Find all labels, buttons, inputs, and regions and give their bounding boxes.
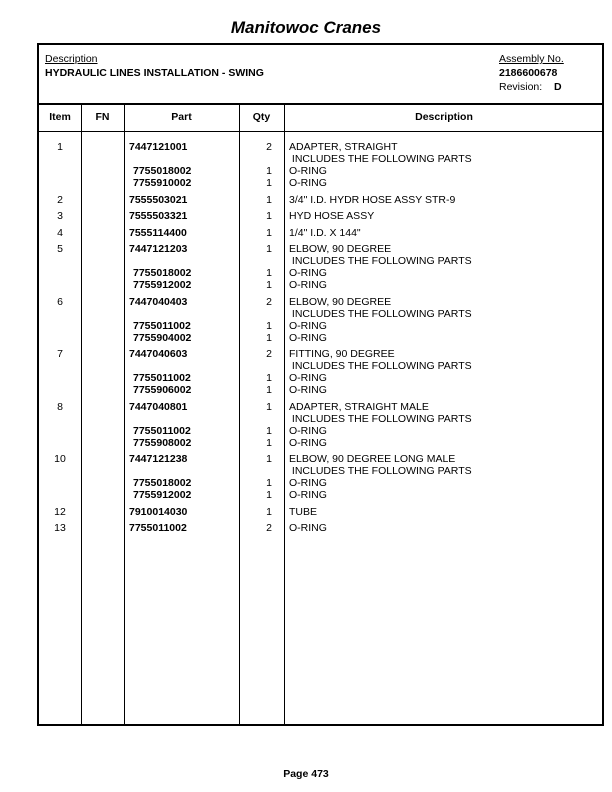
sub-part-description: O-RING bbox=[289, 279, 327, 291]
quantity: 2 bbox=[266, 348, 272, 360]
item-number: 5 bbox=[57, 243, 63, 255]
sub-quantity: 1 bbox=[266, 489, 272, 501]
includes-note: INCLUDES THE FOLLOWING PARTS bbox=[289, 465, 472, 477]
part-number: 7555114400 bbox=[129, 226, 187, 239]
parts-table-body bbox=[39, 141, 602, 539]
item-number: 4 bbox=[57, 226, 63, 239]
sub-part-line bbox=[39, 279, 602, 291]
item-number: 1 bbox=[57, 141, 63, 153]
part-number: 7447121203 bbox=[129, 243, 188, 255]
quantity: 2 bbox=[266, 141, 272, 153]
sub-quantity: 1 bbox=[266, 279, 272, 291]
table-row bbox=[39, 141, 602, 189]
sub-part-line bbox=[39, 384, 602, 396]
sub-quantity: 1 bbox=[266, 165, 272, 177]
part-description: O-RING bbox=[289, 522, 327, 534]
sub-part-description: O-RING bbox=[289, 489, 327, 501]
table-row bbox=[39, 401, 602, 449]
part-description: TUBE bbox=[289, 505, 318, 518]
assembly-number-label: Assembly No. bbox=[499, 53, 564, 65]
sub-part-description: O-RING bbox=[289, 384, 327, 396]
column-header-part: Part bbox=[171, 111, 192, 123]
assembly-header bbox=[39, 45, 602, 105]
column-header-fn: FN bbox=[95, 111, 110, 123]
sub-part-description: O-RING bbox=[289, 177, 327, 189]
sub-part-line bbox=[39, 332, 602, 344]
quantity: 2 bbox=[266, 295, 272, 308]
quantity: 1 bbox=[266, 193, 272, 206]
sub-part-number: 7755904002 bbox=[133, 331, 192, 344]
part-description: ELBOW, 90 DEGREE bbox=[289, 243, 392, 255]
part-number: 7447121001 bbox=[129, 141, 188, 153]
sub-quantity: 1 bbox=[266, 177, 272, 189]
column-header-qty: Qty bbox=[252, 111, 271, 123]
sub-part-number: 7755906002 bbox=[133, 384, 192, 396]
sub-quantity: 1 bbox=[266, 331, 272, 344]
column-header-description: Description bbox=[415, 111, 473, 123]
table-row bbox=[39, 506, 602, 518]
quantity: 1 bbox=[266, 453, 272, 465]
sub-part-number: 7755908002 bbox=[133, 436, 192, 449]
sub-quantity: 1 bbox=[266, 477, 272, 489]
item-number: 7 bbox=[57, 348, 63, 360]
part-number: 7555503021 bbox=[129, 193, 188, 206]
sub-part-line bbox=[39, 165, 602, 177]
sub-part-line bbox=[39, 477, 602, 489]
column-header-item: Item bbox=[49, 111, 71, 123]
includes-note: INCLUDES THE FOLLOWING PARTS bbox=[289, 255, 472, 267]
sub-part-number: 7755910002 bbox=[133, 177, 192, 189]
brand-title: Manitowoc Cranes bbox=[230, 18, 382, 37]
quantity: 1 bbox=[266, 243, 272, 255]
sub-part-line bbox=[39, 177, 602, 189]
sub-part-number: 7755011002 bbox=[133, 372, 191, 384]
sub-part-description: O-RING bbox=[289, 436, 327, 449]
sub-part-number: 7755912002 bbox=[133, 279, 192, 291]
sub-part-description: O-RING bbox=[289, 372, 327, 384]
assembly-number: 2186600678 bbox=[499, 67, 558, 79]
table-row bbox=[39, 348, 602, 396]
sub-quantity: 1 bbox=[266, 372, 272, 384]
part-number: 7910014030 bbox=[129, 505, 188, 518]
assembly-description: HYDRAULIC LINES INSTALLATION - SWING bbox=[45, 67, 264, 79]
sub-quantity: 1 bbox=[266, 436, 272, 449]
sub-quantity: 1 bbox=[266, 384, 272, 396]
revision-label: Revision: bbox=[499, 81, 543, 93]
sub-part-number: 7755018002 bbox=[133, 165, 192, 177]
sub-part-description: O-RING bbox=[289, 319, 327, 332]
part-description: FITTING, 90 DEGREE bbox=[289, 348, 395, 360]
includes-note: INCLUDES THE FOLLOWING PARTS bbox=[289, 412, 472, 425]
includes-note: INCLUDES THE FOLLOWING PARTS bbox=[289, 360, 472, 372]
item-number: 8 bbox=[57, 400, 63, 413]
part-description: HYD HOSE ASSY bbox=[289, 210, 375, 222]
table-row bbox=[39, 194, 602, 206]
sub-part-description: O-RING bbox=[289, 331, 327, 344]
revision-value: D bbox=[554, 81, 562, 93]
page-number: Page 473 bbox=[283, 768, 329, 780]
sub-part-line bbox=[39, 372, 602, 384]
part-number: 7447121238 bbox=[129, 453, 188, 465]
sub-quantity: 1 bbox=[266, 319, 272, 332]
table-row bbox=[39, 453, 602, 501]
item-number: 6 bbox=[57, 295, 63, 308]
parts-list-frame bbox=[37, 43, 604, 726]
part-number: 7447040603 bbox=[129, 348, 188, 360]
item-number: 12 bbox=[54, 505, 66, 518]
sub-part-description: O-RING bbox=[289, 165, 327, 177]
part-number: 7447040403 bbox=[129, 295, 188, 308]
includes-note: INCLUDES THE FOLLOWING PARTS bbox=[289, 307, 472, 320]
sub-quantity: 1 bbox=[266, 424, 272, 437]
sub-part-line bbox=[39, 489, 602, 501]
sub-part-line bbox=[39, 267, 602, 279]
sub-part-line bbox=[39, 320, 602, 332]
sub-part-description: O-RING bbox=[289, 267, 327, 279]
part-number: 7755011002 bbox=[129, 522, 187, 534]
includes-note: INCLUDES THE FOLLOWING PARTS bbox=[289, 153, 472, 165]
sub-part-line bbox=[39, 437, 602, 449]
table-row bbox=[39, 210, 602, 222]
quantity: 2 bbox=[266, 522, 272, 534]
quantity: 1 bbox=[266, 226, 272, 239]
sub-part-line bbox=[39, 425, 602, 437]
part-description: 3/4" I.D. HYDR HOSE ASSY STR-9 bbox=[289, 193, 456, 206]
sub-part-number: 7755018002 bbox=[133, 477, 192, 489]
part-number: 7555503321 bbox=[129, 210, 188, 222]
part-description: ELBOW, 90 DEGREE LONG MALE bbox=[289, 453, 456, 465]
sub-part-description: O-RING bbox=[289, 477, 327, 489]
sub-part-number: 7755912002 bbox=[133, 489, 192, 501]
item-number: 2 bbox=[57, 193, 63, 206]
table-row bbox=[39, 296, 602, 344]
part-number: 7447040801 bbox=[129, 400, 188, 413]
item-number: 10 bbox=[54, 453, 66, 465]
part-description: ADAPTER, STRAIGHT MALE bbox=[289, 400, 429, 413]
table-row bbox=[39, 243, 602, 291]
sub-part-number: 7755011002 bbox=[133, 424, 191, 437]
part-description: 1/4" I.D. X 144" bbox=[289, 226, 361, 239]
part-description: ELBOW, 90 DEGREE bbox=[289, 295, 392, 308]
table-row bbox=[39, 522, 602, 534]
sub-quantity: 1 bbox=[266, 267, 272, 279]
table-row bbox=[39, 227, 602, 239]
sub-part-description: O-RING bbox=[289, 424, 327, 437]
quantity: 1 bbox=[266, 400, 272, 413]
sub-part-number: 7755011002 bbox=[133, 319, 191, 332]
quantity: 1 bbox=[266, 505, 272, 518]
item-number: 3 bbox=[57, 210, 63, 222]
item-number: 13 bbox=[54, 522, 66, 534]
quantity: 1 bbox=[266, 210, 272, 222]
sub-part-number: 7755018002 bbox=[133, 267, 192, 279]
description-label: Description bbox=[45, 53, 98, 65]
part-description: ADAPTER, STRAIGHT bbox=[289, 141, 398, 153]
